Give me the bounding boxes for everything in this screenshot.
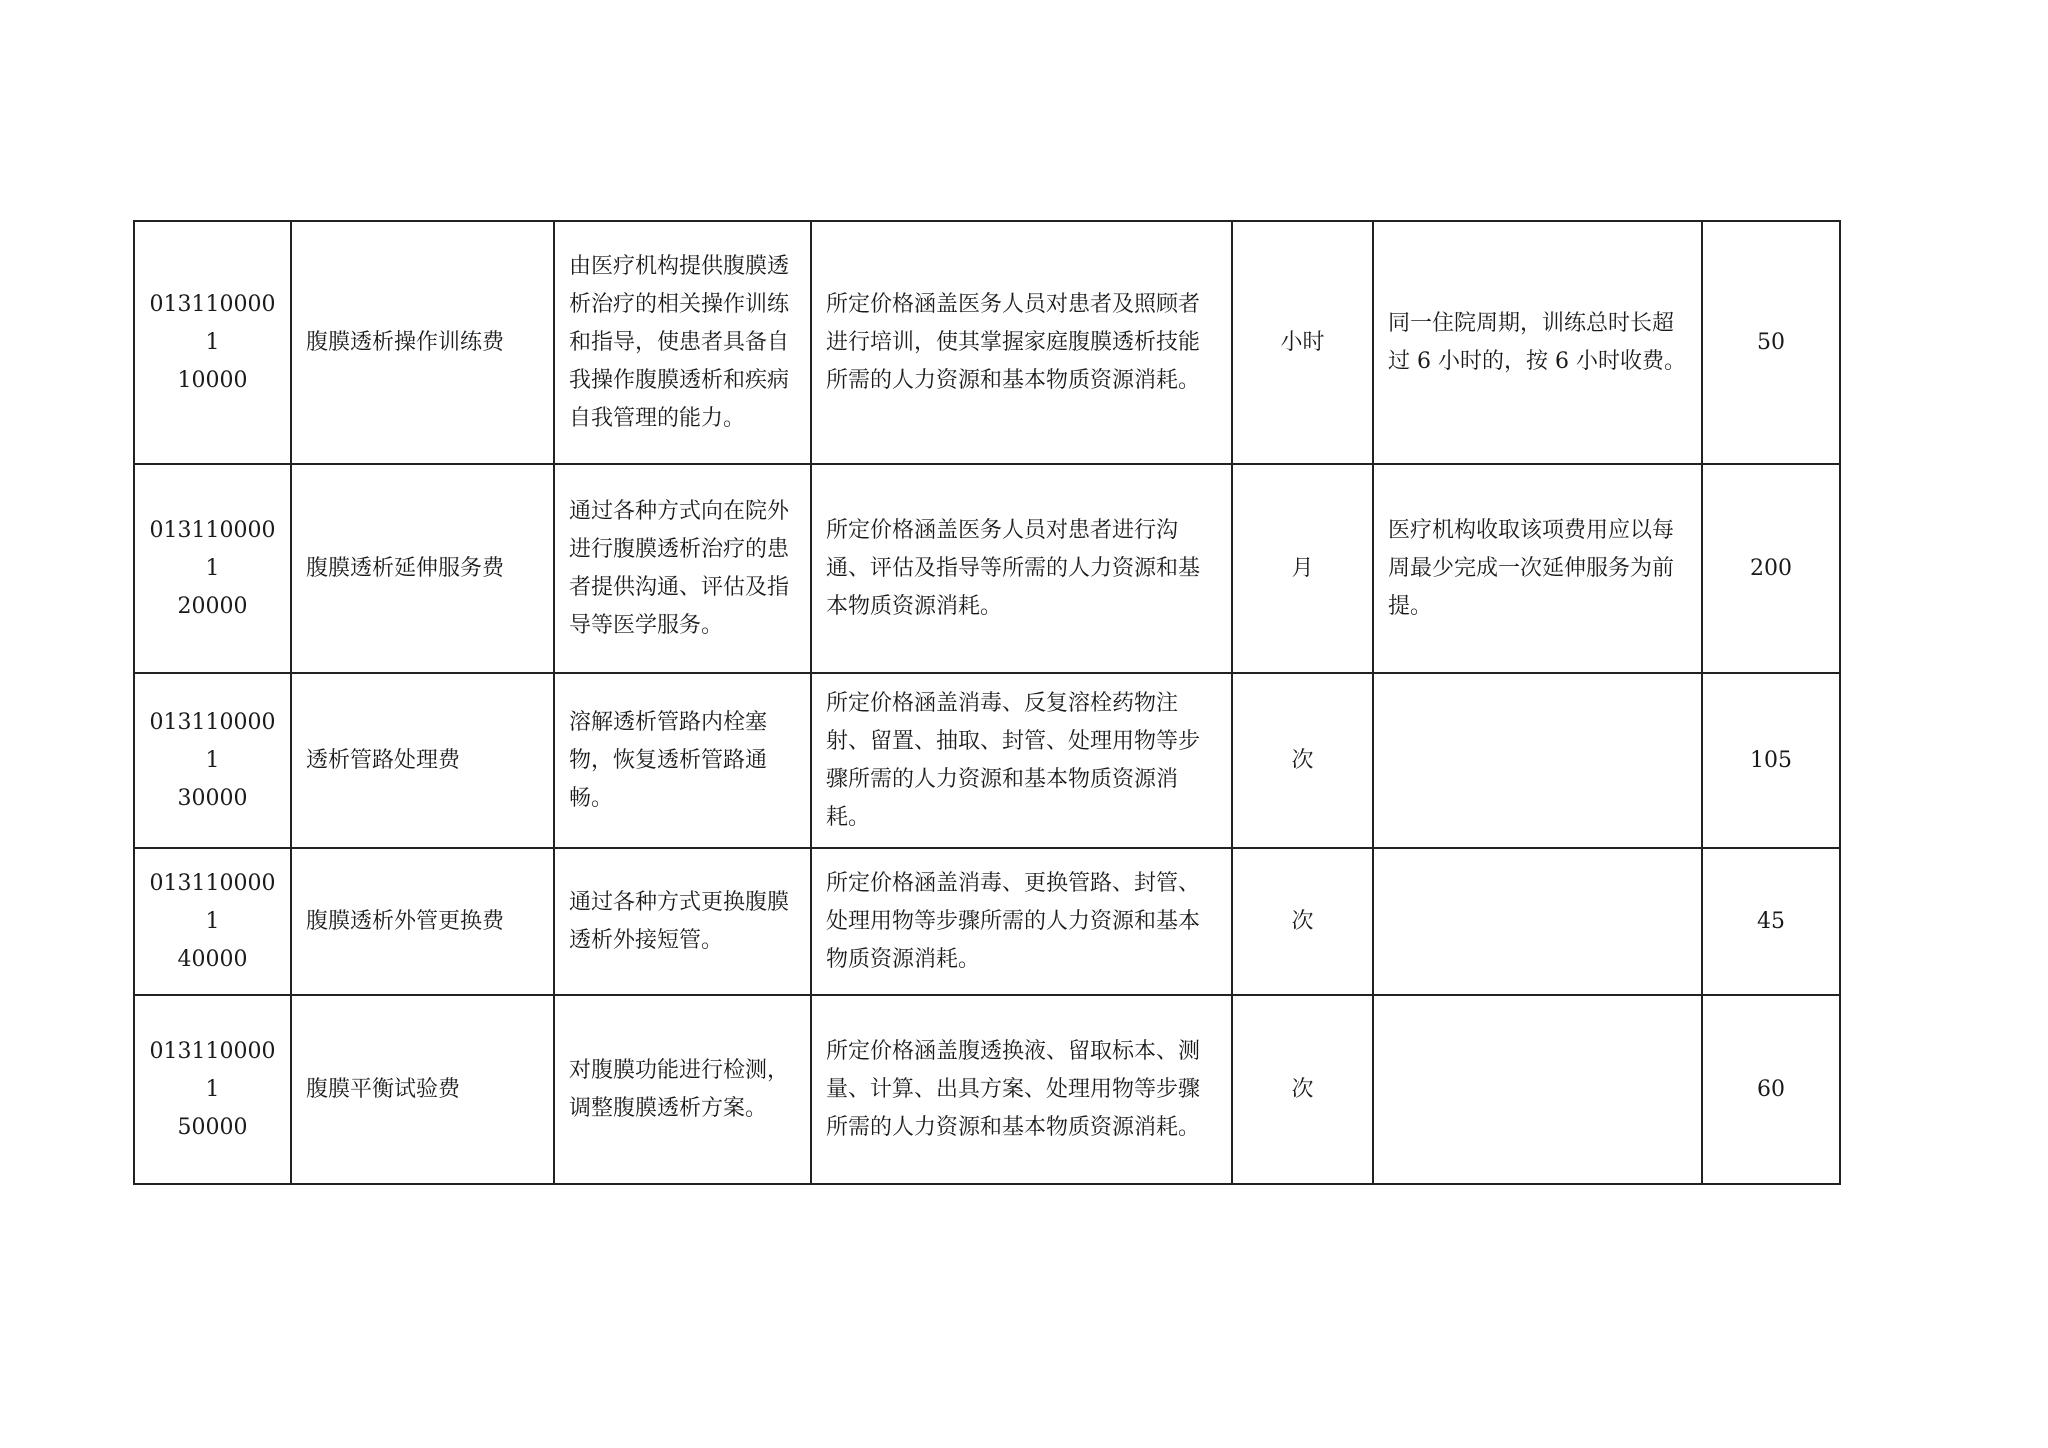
price-connotation-cell: 所定价格涵盖医务人员对患者及照顾者进行培训，使其掌握家庭腹膜透析技能所需的人力资源和基本物质资源消耗。 [811,221,1232,464]
table-row [134,995,1840,1184]
item-content-cell: 对腹膜功能进行检测，调整腹膜透析方案。 [554,995,811,1184]
item-code-line2: 50000 [177,1114,248,1140]
billing-unit-cell: 小时 [1232,221,1373,464]
item-name-cell: 腹膜平衡试验费 [291,995,554,1184]
billing-unit-cell: 次 [1232,848,1373,995]
item-content-cell: 通过各种方式向在院外进行腹膜透析治疗的患者提供沟通、评估及指导等医学服务。 [554,464,811,673]
note-cell: 同一住院周期，训练总时长超过 6 小时的，按 6 小时收费。 [1373,221,1702,464]
note-cell [1373,848,1702,995]
item-code-line2: 40000 [177,946,248,972]
item-code-cell [134,995,291,1184]
item-name-cell: 腹膜透析操作训练费 [291,221,554,464]
billing-unit-cell: 次 [1232,673,1373,848]
price-item-table [133,220,1841,1185]
price-cell: 105 [1702,673,1840,848]
billing-unit-cell: 次 [1232,995,1373,1184]
item-code-cell [134,221,291,464]
note-cell [1373,673,1702,848]
item-name-cell: 透析管路处理费 [291,673,554,848]
billing-unit-cell: 月 [1232,464,1373,673]
table-row [134,848,1840,995]
item-code-line1: 0131100001 [149,517,276,581]
table-row [134,673,1840,848]
item-code-cell [134,848,291,995]
item-code-line2: 20000 [177,593,248,619]
item-name-cell: 腹膜透析延伸服务费 [291,464,554,673]
item-code-line1: 0131100001 [149,709,276,773]
price-connotation-cell: 所定价格涵盖消毒、反复溶栓药物注射、留置、抽取、封管、处理用物等步骤所需的人力资源和基本物质资源消耗。 [811,673,1232,848]
item-code-line2: 30000 [177,785,248,811]
note-cell: 医疗机构收取该项费用应以每周最少完成一次延伸服务为前提。 [1373,464,1702,673]
item-code-line1: 0131100001 [149,291,276,355]
item-name-cell: 腹膜透析外管更换费 [291,848,554,995]
table-row [134,221,1840,464]
price-cell: 50 [1702,221,1840,464]
price-connotation-cell: 所定价格涵盖腹透换液、留取标本、测量、计算、出具方案、处理用物等步骤所需的人力资源和基本物质资源消耗。 [811,995,1232,1184]
item-content-cell: 溶解透析管路内栓塞物，恢复透析管路通畅。 [554,673,811,848]
price-connotation-cell: 所定价格涵盖消毒、更换管路、封管、处理用物等步骤所需的人力资源和基本物质资源消耗。 [811,848,1232,995]
item-code-cell [134,464,291,673]
item-code-line1: 0131100001 [149,870,276,934]
price-connotation-cell: 所定价格涵盖医务人员对患者进行沟通、评估及指导等所需的人力资源和基本物质资源消耗。 [811,464,1232,673]
item-content-cell: 由医疗机构提供腹膜透析治疗的相关操作训练和指导，使患者具备自我操作腹膜透析和疾病自我管理的能力。 [554,221,811,464]
price-cell: 45 [1702,848,1840,995]
item-code-line2: 10000 [177,367,248,393]
item-content-cell: 通过各种方式更换腹膜透析外接短管。 [554,848,811,995]
item-code-line1: 0131100001 [149,1038,276,1102]
price-cell: 200 [1702,464,1840,673]
price-cell: 60 [1702,995,1840,1184]
note-cell [1373,995,1702,1184]
item-code-cell [134,673,291,848]
table-row [134,464,1840,673]
